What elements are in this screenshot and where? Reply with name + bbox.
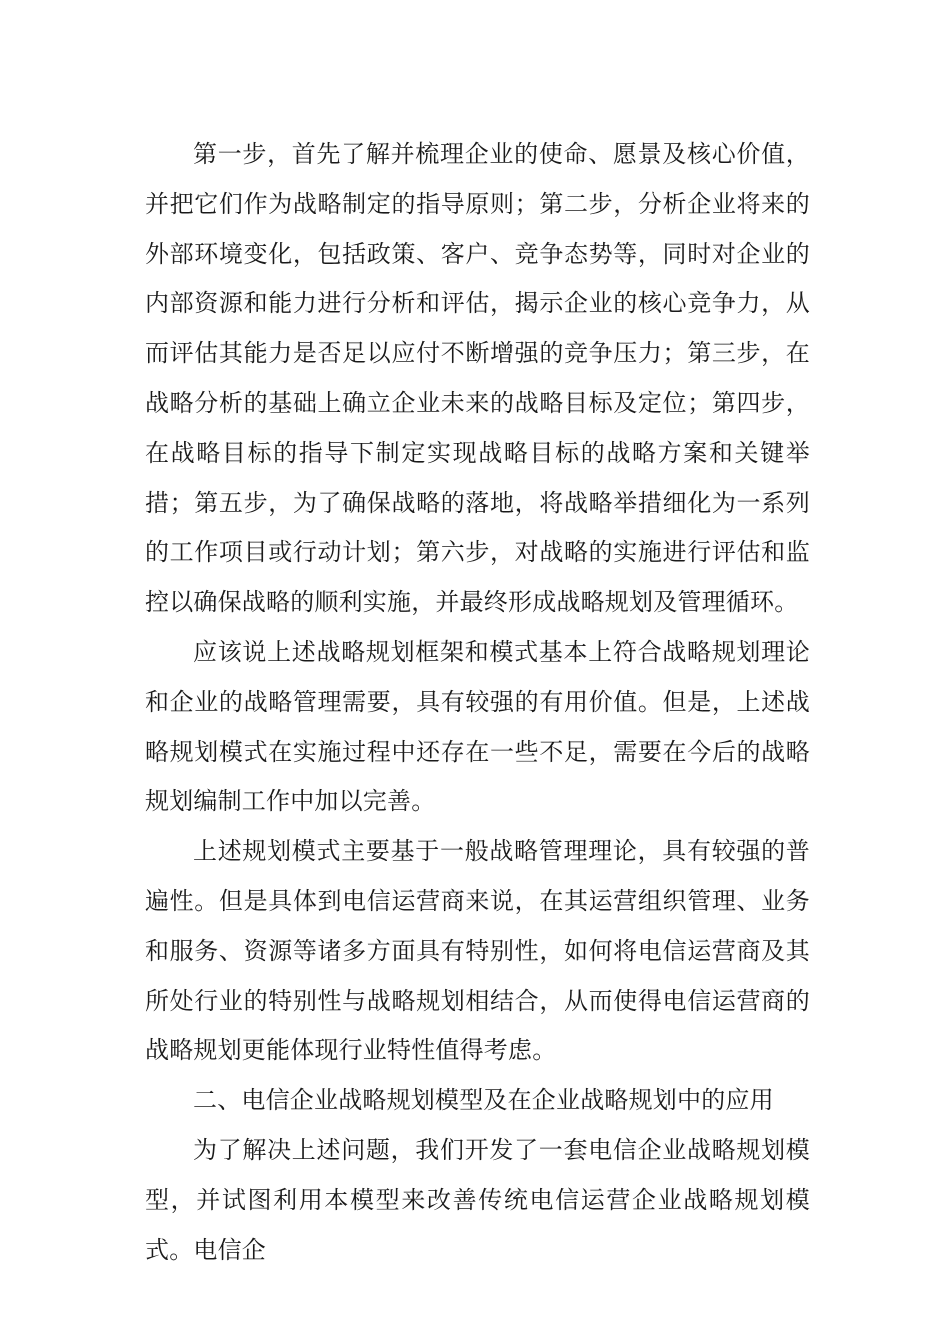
section-heading: 二、电信企业战略规划模型及在企业战略规划中的应用: [193, 1086, 774, 1115]
paragraph-telecom-specifics: 上述规划模式主要基于一般战略管理理论，具有较强的普遍性。但是具体到电信运营商来说，在其运营组织管理、业务和服务、资源等诸多方面具有特别性，如何将电信运营商及其所处行业的特别性与战略规划相结合，从而使得电信运营商的战略规划更能体现行业特性值得考虑。: [145, 837, 810, 1065]
paragraph-strategy-steps: 第一步，首先了解并梳理企业的使命、愿景及核心价值，并把它们作为战略制定的指导原则；第二步，分析企业将来的外部环境变化，包括政策、客户、竞争态势等，同时对企业的内部资源和能力进行分析和评估，揭示企业的核心竞争力，从而评估其能力是否足以应付不断增强的竞争压力；第三步，在战略分析的基础上确立企业未来的战略目标及定位；第四步，在战略目标的指导下制定实现战略目标的战略方案和关键举措；第五步，为了确保战略的落地，将战略举措细化为一系列的工作项目或行动计划；第六步，对战略的实施进行评估和监控以确保战略的顺利实施，并最终形成战略规划及管理循环。: [145, 140, 810, 617]
document-body: [145, 130, 810, 1275]
paragraph-framework-assessment: 应该说上述战略规划框架和模式基本上符合战略规划理论和企业的战略管理需要，具有较强的有用价值。但是，上述战略规划模式在实施过程中还存在一些不足，需要在今后的战略规划编制工作中加以完善。: [145, 637, 810, 816]
paragraph-model-intro: 为了解决上述问题，我们开发了一套电信企业战略规划模型，并试图利用本模型来改善传统电信运营企业战略规划模式。电信企: [145, 1135, 810, 1264]
